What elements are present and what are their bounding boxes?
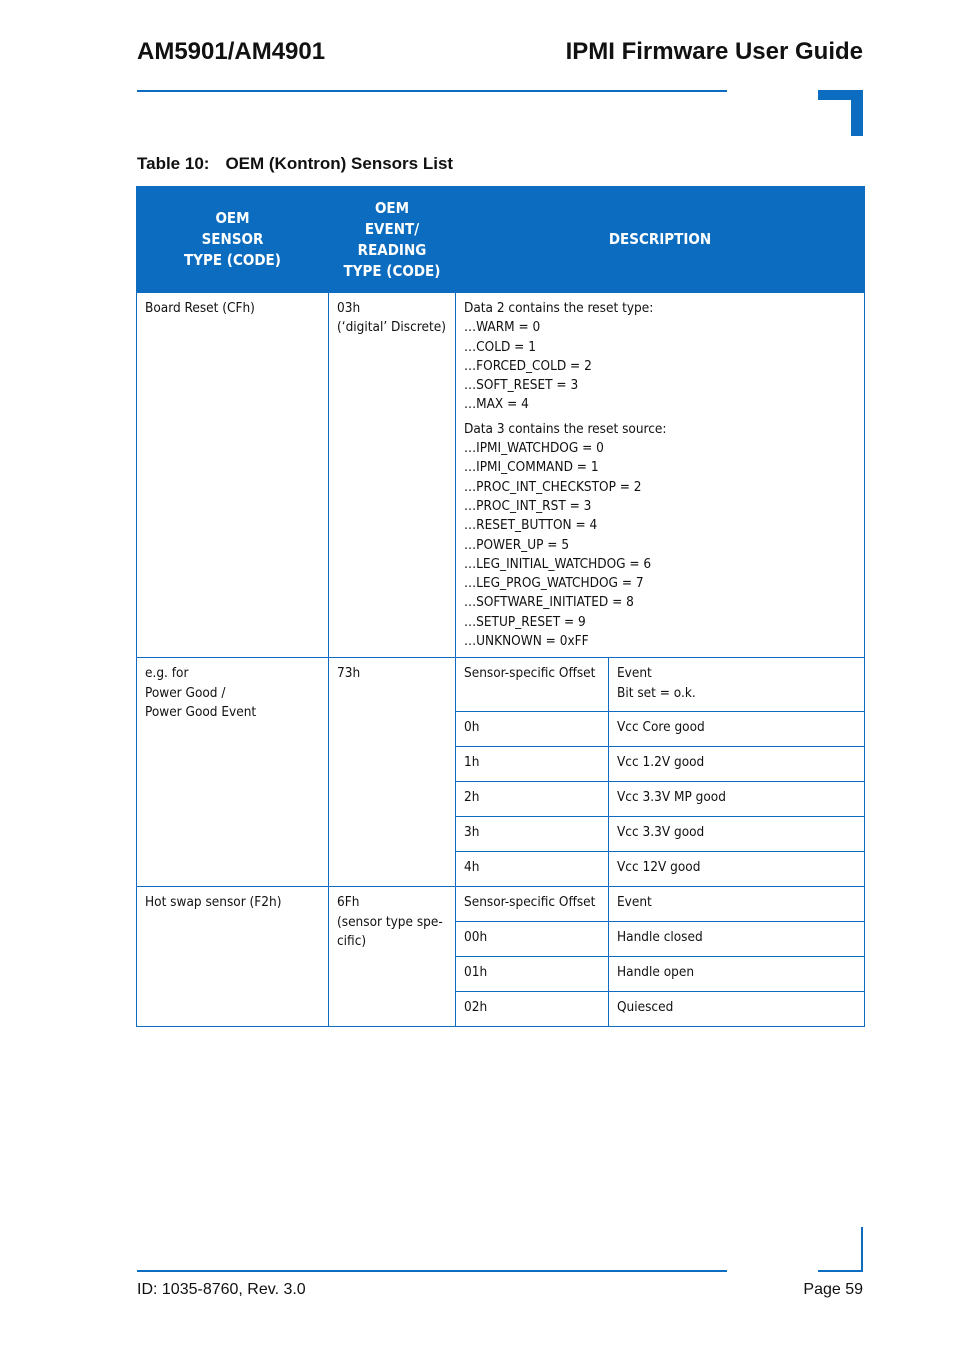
table-caption-number: Table 10: (137, 154, 210, 173)
cell-description-board-reset (456, 293, 865, 658)
subheader-event: Event Bit set = o.k. (609, 658, 865, 712)
offset-cell: 4h (456, 852, 609, 887)
table-header-row (137, 187, 865, 293)
offset-cell: 1h (456, 747, 609, 782)
event-cell: Vcc Core good (609, 712, 865, 747)
cell-event-board-reset: 03h (‘digital’ Discrete) (329, 293, 456, 658)
cell-sensor-power-good: e.g. for Power Good / Power Good Event (137, 658, 329, 887)
offset-cell: 01h (456, 957, 609, 992)
subheader-event: Event (609, 887, 865, 922)
reset-type-list: Data 2 contains the reset type: …WARM = 0 …COLD = 1 …FORCED_COLD = 2 …SOFT_RESET = 3 …MAX = 4 (464, 300, 654, 413)
header-rule (137, 90, 727, 92)
header-sensor-type: OEM SENSOR TYPE (CODE) (137, 187, 329, 293)
reset-source-list: Data 3 contains the reset source: …IPMI_WATCHDOG = 0 …IPMI_COMMAND = 1 …PROC_INT_CHECKSTOP = 2 …PROC_INT_RST = 3 …RESET_BUTTON = 4 …POWER_UP = 5 …LEG_INITIAL_WATCHDOG = 6 …LEG_PROG_WATCHDOG = 7 …SOFTWARE_INITIATED = 8 …SETUP_RESET = 9 …UNKNOWN = 0xFF (464, 420, 667, 650)
table-row-hot-swap (137, 887, 865, 922)
event-cell: Vcc 1.2V good (609, 747, 865, 782)
header-description: DESCRIPTION (456, 187, 865, 293)
event-cell: Vcc 3.3V good (609, 817, 865, 852)
page-number: Page 59 (803, 1281, 863, 1298)
event-cell: Vcc 12V good (609, 852, 865, 887)
event-cell: Handle closed (609, 922, 865, 957)
event-cell: Handle open (609, 957, 865, 992)
footer-rule (137, 1270, 727, 1272)
offset-cell: 0h (456, 712, 609, 747)
subheader-offset: Sensor-specific Offset (456, 887, 609, 922)
offset-cell: 00h (456, 922, 609, 957)
corner-mark-top (818, 90, 863, 136)
cell-event-hot-swap: 6Fh (sensor type spe- cific) (329, 887, 456, 1027)
product-title: AM5901/AM4901 (137, 38, 326, 65)
offset-cell: 2h (456, 782, 609, 817)
document-id: ID: 1035-8760, Rev. 3.0 (137, 1281, 306, 1298)
table-row-power-good (137, 658, 865, 712)
oem-sensors-table (136, 186, 865, 1027)
event-cell: Vcc 3.3V MP good (609, 782, 865, 817)
table-row-board-reset (137, 293, 865, 658)
offset-cell: 3h (456, 817, 609, 852)
cell-sensor-board-reset: Board Reset (CFh) (137, 293, 329, 658)
header-event-reading-type: OEM EVENT/ READING TYPE (CODE) (329, 187, 456, 293)
corner-mark-bottom (818, 1227, 863, 1272)
event-cell: Quiesced (609, 992, 865, 1027)
offset-cell: 02h (456, 992, 609, 1027)
table-caption (137, 154, 453, 174)
cell-event-power-good: 73h (329, 658, 456, 887)
subheader-offset: Sensor-specific Offset (456, 658, 609, 712)
table-caption-title: OEM (Kontron) Sensors List (225, 154, 454, 173)
cell-sensor-hot-swap: Hot swap sensor (F2h) (137, 887, 329, 1027)
guide-title: IPMI Firmware User Guide (565, 38, 863, 65)
